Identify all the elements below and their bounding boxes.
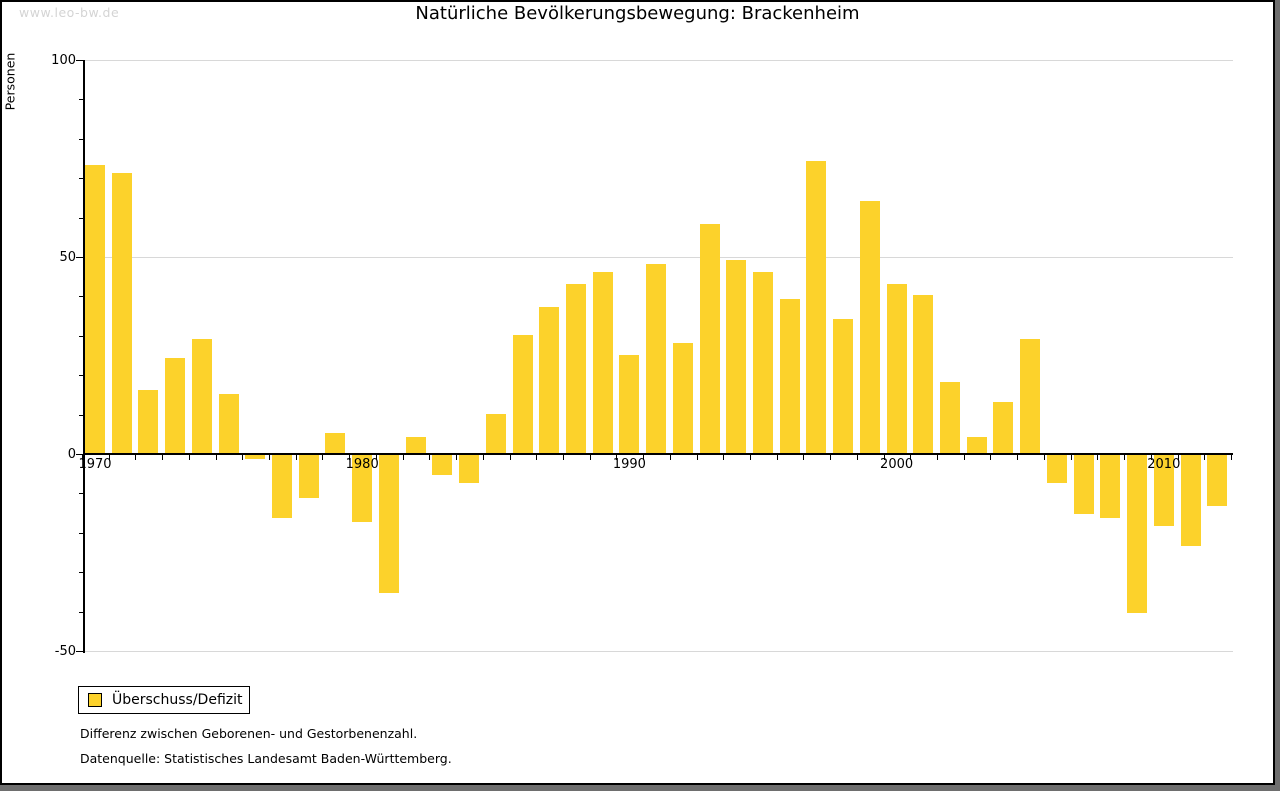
bar-1994 — [726, 260, 746, 453]
bar-2003 — [967, 437, 987, 453]
gridline — [83, 257, 1233, 258]
x-tick — [1124, 455, 1125, 460]
bar-1976 — [245, 455, 265, 459]
y-tick-minor — [79, 533, 83, 534]
x-tick — [723, 455, 724, 460]
x-axis-tick-label: 1990 — [612, 457, 646, 472]
bar-1973 — [165, 358, 185, 453]
y-axis-title-text: Personen — [2, 52, 18, 111]
bar-1996 — [780, 299, 800, 453]
bar-1995 — [753, 272, 773, 453]
x-tick — [590, 455, 591, 460]
bar-1979 — [325, 433, 345, 453]
bar-1971 — [112, 173, 132, 453]
bar-2000 — [887, 284, 907, 453]
y-axis-line — [83, 60, 85, 653]
bar-1974 — [192, 339, 212, 453]
bar-1992 — [673, 343, 693, 453]
x-tick — [990, 455, 991, 460]
y-tick-minor — [79, 99, 83, 100]
x-tick — [536, 455, 537, 460]
bar-1977 — [272, 455, 292, 518]
bar-1984 — [459, 455, 479, 483]
legend-label: Überschuss/Defizit — [112, 692, 243, 708]
bar-1990 — [619, 355, 639, 454]
x-tick — [456, 455, 457, 460]
bar-1982 — [406, 437, 426, 453]
x-axis-line — [83, 453, 1233, 455]
x-tick — [1044, 455, 1045, 460]
x-tick — [242, 455, 243, 460]
x-tick — [750, 455, 751, 460]
x-axis-tick-label: 1980 — [345, 457, 379, 472]
x-tick — [670, 455, 671, 460]
footnote-source: Datenquelle: Statistisches Landesamt Baden-Württemberg. — [80, 751, 452, 766]
y-axis-tick-label: 100 — [51, 53, 76, 68]
bar-1972 — [138, 390, 158, 453]
x-tick — [1204, 455, 1205, 460]
x-tick — [483, 455, 484, 460]
x-axis-tick-label: 1970 — [78, 457, 112, 472]
y-tick-minor — [79, 493, 83, 494]
y-axis-tick-label: -50 — [54, 644, 76, 659]
y-tick-major — [76, 651, 83, 652]
bar-2005 — [1020, 339, 1040, 453]
x-tick — [777, 455, 778, 460]
x-tick — [269, 455, 270, 460]
bar-2001 — [913, 295, 933, 453]
gridline — [83, 60, 1233, 61]
bar-2009 — [1127, 455, 1147, 613]
x-tick — [162, 455, 163, 460]
x-tick — [830, 455, 831, 460]
bar-2002 — [940, 382, 960, 453]
bar-1985 — [486, 414, 506, 453]
x-tick — [1231, 455, 1232, 460]
bar-1983 — [432, 455, 452, 475]
bar-1997 — [806, 161, 826, 453]
y-tick-minor — [79, 336, 83, 337]
bar-1999 — [860, 201, 880, 453]
x-tick — [510, 455, 511, 460]
bar-1991 — [646, 264, 666, 453]
x-tick — [1071, 455, 1072, 460]
x-tick — [296, 455, 297, 460]
x-tick — [697, 455, 698, 460]
bar-2006 — [1047, 455, 1067, 483]
bar-1993 — [700, 224, 720, 453]
y-axis-tick-label: 50 — [59, 250, 76, 265]
y-tick-major — [76, 60, 83, 61]
watermark: www.leo-bw.de — [19, 5, 120, 20]
y-tick-minor — [79, 375, 83, 376]
chart-title: Natürliche Bevölkerungsbewegung: Brackenheim — [415, 3, 860, 24]
x-tick — [803, 455, 804, 460]
x-tick — [189, 455, 190, 460]
x-tick — [216, 455, 217, 460]
bar-1975 — [219, 394, 239, 453]
footnote-definition: Differenz zwischen Geborenen- und Gestorbenenzahl. — [80, 726, 418, 741]
bar-1987 — [539, 307, 559, 453]
x-tick — [403, 455, 404, 460]
y-tick-minor — [79, 415, 83, 416]
x-tick — [135, 455, 136, 460]
x-tick — [1017, 455, 1018, 460]
bar-2012 — [1207, 455, 1227, 506]
y-tick-minor — [79, 296, 83, 297]
x-tick — [322, 455, 323, 460]
y-tick-major — [76, 454, 83, 455]
y-axis-tick-label: 0 — [67, 447, 76, 462]
legend-box — [78, 686, 250, 714]
y-tick-minor — [79, 178, 83, 179]
gridline — [83, 651, 1233, 652]
x-axis-tick-label: 2010 — [1147, 457, 1181, 472]
x-axis-tick-label: 2000 — [880, 457, 914, 472]
x-tick — [1097, 455, 1098, 460]
x-tick — [429, 455, 430, 460]
y-tick-minor — [79, 218, 83, 219]
x-tick — [857, 455, 858, 460]
bar-1978 — [299, 455, 319, 498]
x-tick — [937, 455, 938, 460]
bar-1970 — [85, 165, 105, 453]
y-tick-minor — [79, 612, 83, 613]
bar-1986 — [513, 335, 533, 453]
bar-1989 — [593, 272, 613, 453]
x-tick — [563, 455, 564, 460]
y-tick-minor — [79, 572, 83, 573]
bar-2004 — [993, 402, 1013, 453]
bar-1988 — [566, 284, 586, 453]
bar-2007 — [1074, 455, 1094, 514]
bar-1998 — [833, 319, 853, 453]
legend-color-swatch — [88, 693, 102, 707]
y-tick-minor — [79, 139, 83, 140]
bar-1981 — [379, 455, 399, 593]
y-tick-major — [76, 257, 83, 258]
x-tick — [964, 455, 965, 460]
bar-2008 — [1100, 455, 1120, 518]
